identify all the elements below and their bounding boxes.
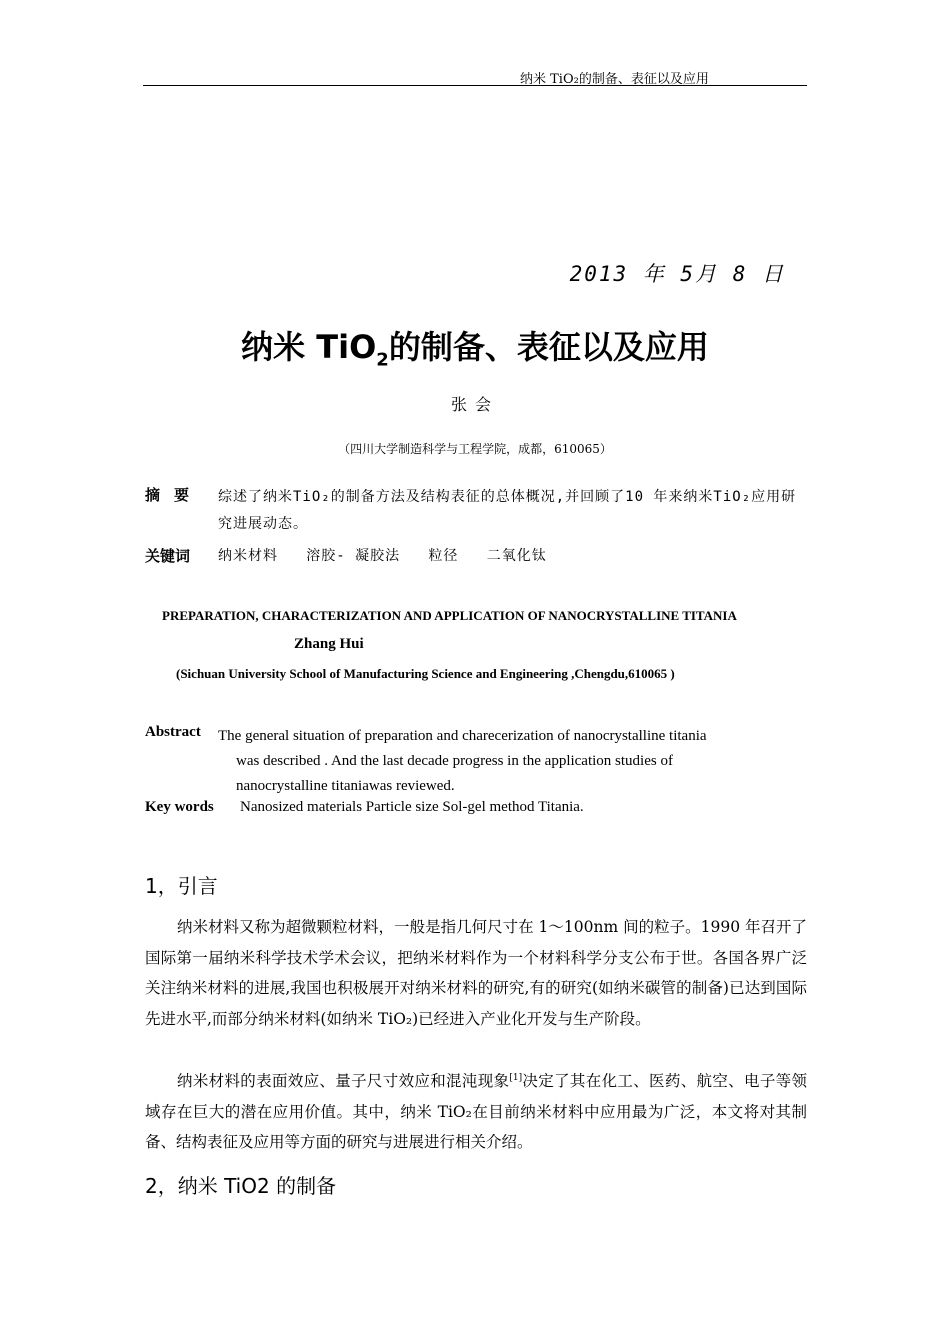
section-1-paragraph-1: 纳米材料又称为超微颗粒材料，一般是指几何尺寸在 1～100nm 间的粒子。1990 年召开了国际第一届纳米科学技术学术会议，把纳米材料作为一个材料科学分支公布于世。各国各界广泛关注纳米材料的进展,我国也积极展开对纳米材料的研究,有的研究(如纳米碳管的制备)已达到国际先进水平,而部分纳米材料(如纳米 TiO₂)已经进入产业化开发与生产阶段。 xyxy=(145,918,807,1028)
keywords-en-text: Nanosized materials Particle size Sol-gel method Titania. xyxy=(240,799,584,815)
paper-title xyxy=(0,322,950,370)
p2-text-before-ref: 纳米材料的表面效应、量子尺寸效应和混沌现象 xyxy=(177,1072,510,1090)
abstract-en-label: Abstract xyxy=(145,724,201,740)
title-suffix: 的制备、表征以及应用 xyxy=(388,328,709,366)
abstract-zh-text: 综述了纳米TiO₂的制备方法及结构表征的总体概况,并回顾了10 年来纳米TiO₂应用研究进展动态。 xyxy=(218,489,797,532)
affiliation-zh: （四川大学制造科学与工程学院，成都，610065） xyxy=(338,442,612,456)
section-1-paragraph-2 xyxy=(145,1066,807,1158)
running-header: 纳米 TiO₂的制备、表征以及应用 xyxy=(520,72,709,87)
abstract-en-line-2: was described . And the last decade progress in the application studies of xyxy=(236,753,673,769)
keywords-zh-text: 纳米材料 溶胶- 凝胶法 粒径 二氧化钛 xyxy=(218,548,547,564)
author-zh: 张会 xyxy=(450,395,499,414)
title-subscript: 2 xyxy=(376,349,389,371)
p2-text-after-ref: 决定了其在化工、医药、航空、电子等领域存在巨大的潜在应用价值。其中，纳米 TiO₂在目前纳米材料中应用最为广泛，本文将对其制备、结构表征及应用等方面的研究与进展进行相关介绍。 xyxy=(145,1072,807,1151)
header-rule xyxy=(143,85,807,86)
citation-ref-1[interactable]: [1] xyxy=(509,1072,523,1083)
keywords-zh-label: 关键词 xyxy=(145,547,191,565)
title-prefix: 纳米 TiO xyxy=(241,328,377,366)
english-affiliation: (Sichuan University School of Manufacturing Science and Engineering ,Chengdu,610065 ) xyxy=(176,666,675,681)
date: 2013 年 5月 8 日 xyxy=(569,262,785,286)
abstract-en-line-1: The general situation of preparation and charecerization of nanocrystalline titania xyxy=(218,728,707,744)
english-title: PREPARATION, CHARACTERIZATION AND APPLICATION OF NANOCRYSTALLINE TITANIA xyxy=(162,608,737,623)
english-author: Zhang Hui xyxy=(294,636,364,652)
keywords-en-label: Key words xyxy=(145,799,214,815)
abstract-en-text xyxy=(218,724,788,799)
abstract-en-line-3: nanocrystalline titaniawas reviewed. xyxy=(236,778,455,794)
abstract-zh-label: 摘要 xyxy=(145,486,204,504)
section-1-heading: 1，引言 xyxy=(145,874,218,898)
section-2-heading: 2，纳米 TiO2 的制备 xyxy=(145,1174,337,1198)
